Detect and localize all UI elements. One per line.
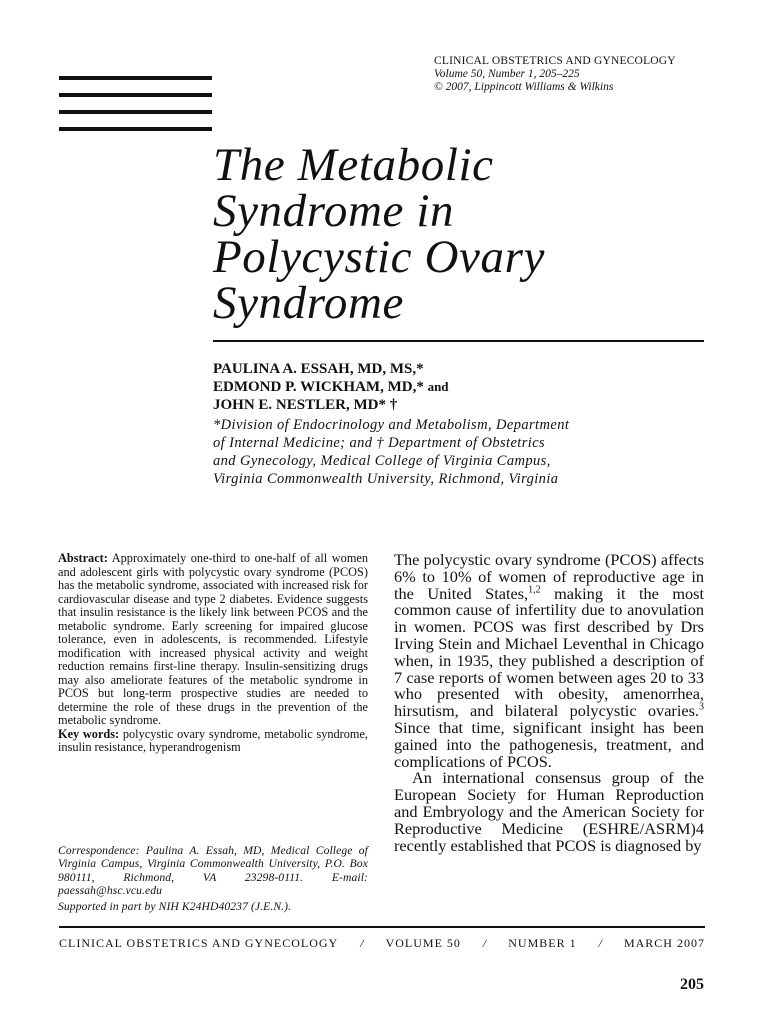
- keywords-text: polycystic ovary syndrome, metabolic syndrome, insulin resistance, hyperandrogenism: [58, 726, 369, 754]
- affiliation-line: and Gynecology, Medical College of Virginia Campus,: [213, 453, 551, 469]
- rule-line: [59, 110, 212, 114]
- keywords: [58, 728, 368, 755]
- text-run: An international consensus group of the European Society for Human Reproduction and Embryology and the American Society for Reproductive Medicine (ESHRE/ASRM): [394, 768, 704, 838]
- support-note: Supported in part by NIH K24HD40237 (J.E.N.).: [58, 899, 292, 913]
- paragraph: [394, 770, 704, 854]
- title-line: The Metabolic: [213, 139, 494, 191]
- title-line: Polycystic Ovary: [213, 231, 545, 283]
- affiliation-line: of Internal Medicine; and † Department of Obstetrics: [213, 435, 546, 451]
- keywords-label: Key words:: [58, 726, 120, 741]
- paragraph: [394, 552, 704, 770]
- journal-header: [434, 55, 734, 94]
- rule-line: [59, 127, 212, 131]
- correspondence: Correspondence: Paulina A. Essah, MD, Medical College of Virginia Campus, Virginia Commonwealth University, P.O. Box 980111, Richmond, VA 23298-0111. E-mail: paessah@hsc.vcu.edu: [58, 844, 368, 898]
- abstract-text: Approximately one-third to one-half of all women and adolescent girls with polycystic ovary syndrome (PCOS) has the metabolic syndrome, associated with increased risk for cardiovascular disease and type 2 diabetes. Evidence suggests that insulin resistance is the likely link between PCOS and the metabolic syndrome. Early screening for impaired glucose tolerance, even in adolescents, is recommended. Lifestyle modification with increased physical activity and weight reduction remains first-line therapy. Insulin-sensitizing drugs may also ameliorate features of the metabolic syndrome in PCOS but long-term prospective studies are needed to determine the role of these drugs in the prevention of the metabolic syndrome.: [58, 551, 368, 727]
- journal-volume: Volume 50, Number 1, 205–225: [434, 68, 580, 80]
- title-line: Syndrome: [213, 277, 405, 329]
- footer-separator: /: [360, 936, 364, 950]
- author-1: PAULINA A. ESSAH, MD, MS,*: [213, 361, 424, 377]
- citation: 1,2: [528, 584, 541, 596]
- running-footer: [59, 936, 705, 951]
- text-run: making it the most common cause of infertility due to anovulation in women. PCOS was first described by Drs Irving Stein and Michael Leventhal in Chicago when, in 1935, they published a description of 7 case reports of women between ages 20 to 33 who presented with obesity, amenorrhea, hirsutism, and bilateral polycystic ovaries.: [394, 583, 705, 721]
- footer-date: MARCH 2007: [623, 936, 705, 950]
- author-2: EDMOND P. WICKHAM, MD,*: [213, 379, 424, 395]
- footer-separator: /: [598, 936, 602, 950]
- author-3: JOHN E. NESTLER, MD* †: [213, 397, 398, 413]
- text-run: Since that time, significant insight has been gained into the pathogenesis, treatment, and complications of PCOS.: [394, 717, 704, 771]
- author-2-row: [213, 378, 449, 396]
- footer-separator: /: [482, 936, 487, 950]
- footer-number: NUMBER 1: [508, 936, 577, 950]
- journal-name: CLINICAL OBSTETRICS AND GYNECOLOGY: [434, 55, 676, 67]
- abstract: [58, 552, 368, 728]
- decorative-rules: [59, 76, 212, 144]
- journal-copyright: © 2007, Lippincott Williams & Wilkins: [434, 81, 614, 93]
- correspondence-block: [58, 844, 368, 913]
- footer-journal: CLINICAL OBSTETRICS AND GYNECOLOGY: [59, 936, 339, 950]
- abstract-block: [58, 552, 368, 755]
- article-title: [213, 139, 693, 329]
- title-line: Syndrome in: [213, 185, 455, 237]
- page-number: 205: [680, 976, 704, 993]
- footer-divider: [59, 926, 705, 928]
- citation: 3: [699, 701, 704, 713]
- text-run: recently established that PCOS is diagnosed by: [394, 835, 702, 855]
- abstract-label: Abstract:: [58, 551, 108, 565]
- rule-line: [59, 93, 212, 97]
- citation: 4: [695, 818, 704, 838]
- rule-line: [59, 76, 212, 80]
- author-conjunction: and: [427, 379, 449, 394]
- affiliation-line: *Division of Endocrinology and Metabolism, Department: [213, 417, 570, 433]
- text-run: The polycystic ovary syndrome (PCOS) affects 6% to 10% of women of reproductive age in the United States,: [394, 550, 704, 603]
- body-text: [394, 552, 704, 854]
- affiliation-line: Virginia Commonwealth University, Richmond, Virginia: [213, 471, 559, 487]
- title-divider: [213, 340, 704, 342]
- author-list: [213, 360, 449, 414]
- footer-volume: VOLUME 50: [385, 936, 461, 950]
- affiliations: [213, 416, 713, 488]
